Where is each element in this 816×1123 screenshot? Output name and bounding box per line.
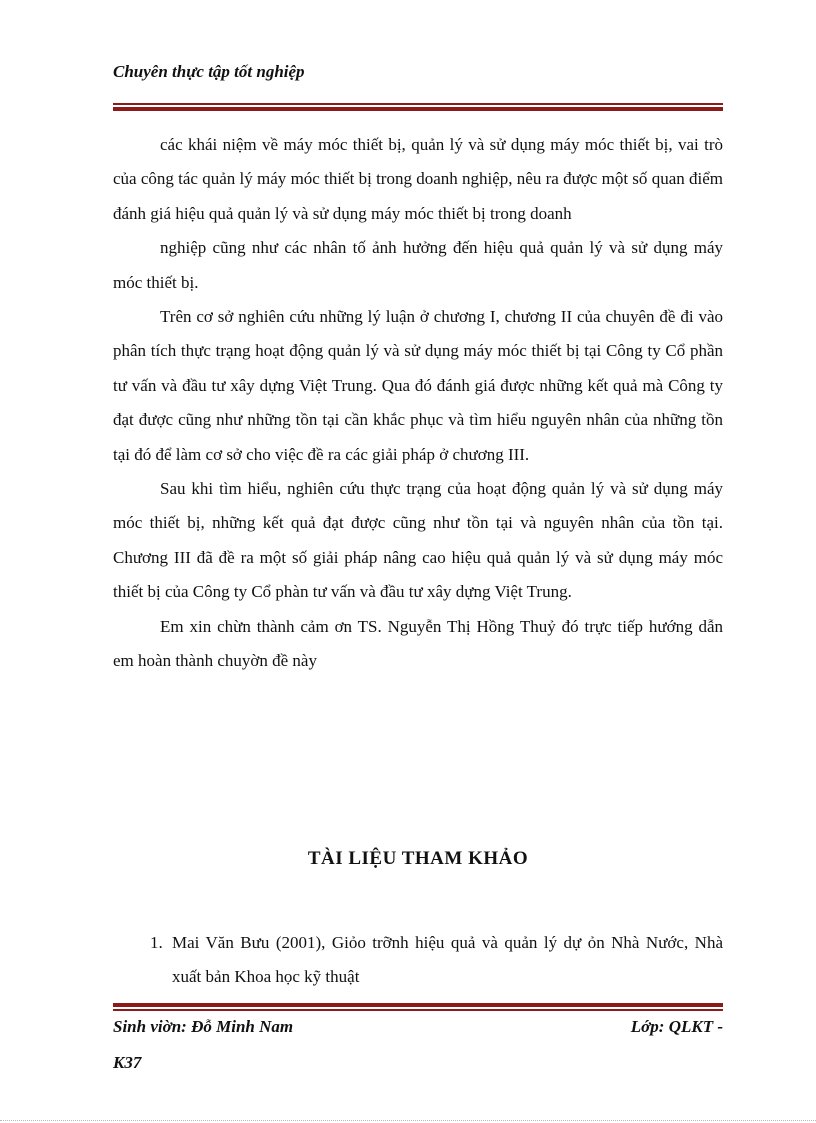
reference-text: Mai Văn Bưu (2001), Giỏo trỡnh hiệu quả và quản lý dự ỏn Nhà Nước, Nhà xuất bản Khoa học kỹ thuật: [172, 933, 723, 986]
references-heading: TÀI LIỆU THAM KHẢO: [307, 848, 529, 869]
paragraph-3: Trên cơ sở nghiên cứu những lý luận ở chương I, chương II của chuyên đề đi vào phân tích thực trạng hoạt động quản lý và sử dụng máy móc thiết bị tại Công ty Cổ phần tư vấn và đầu tư xây dựng Việt Trung. Qua đó đánh giá được những kết quả mà Công ty đạt được cũng như những tồn tại cần khắc phục và tìm hiểu nguyên nhân của những tồn tại đó để làm cơ sở cho việc đề ra các giải pháp ở chương III.: [113, 307, 723, 464]
paragraph-2: nghiệp cũng như các nhân tố ảnh hưởng đến hiệu quả quản lý và sử dụng máy móc thiết bị.: [113, 238, 723, 292]
body-text: [113, 128, 723, 679]
footer-rule-thin: [113, 1009, 723, 1011]
header-rule-thin: [113, 103, 723, 105]
paragraph-4: Sau khi tìm hiểu, nghiên cứu thực trạng của hoạt động quản lý và sử dụng máy móc thiết bị, những kết quả đạt được cũng như tồn tại và nguyên nhân của tồn tại. Chương III đã đề ra một số giải pháp nâng cao hiệu quả quản lý và sử dụng máy móc thiết bị của Công ty Cổ phàn tư vấn và đầu tư xây dựng Việt Trung.: [113, 479, 723, 602]
paragraph-1: các khái niệm về máy móc thiết bị, quản lý và sử dụng máy móc thiết bị, vai trò của công tác quản lý máy móc thiết bị trong doanh nghiệp, nêu ra được một số quan điểm đánh giá hiệu quả quản lý và sử dụng máy móc thiết bị trong doanh: [113, 135, 723, 223]
page-header-title: Chuyên thực tập tốt nghiệp: [113, 62, 305, 81]
reference-item: [150, 926, 723, 994]
paragraph-5: Em xin chừn thành cảm ơn TS. Nguyễn Thị Hồng Thuỷ đó trực tiếp hướng dẫn em hoàn thành chuyờn đề này: [113, 616, 723, 671]
footer-rule-thick: [113, 1003, 723, 1007]
footer-class-label: Lớp: QLKT -: [630, 1017, 723, 1036]
footer-student-name: Sinh viờn: Đỗ Minh Nam: [113, 1017, 294, 1036]
reference-number: 1.: [150, 933, 163, 952]
references-list: [150, 926, 723, 994]
page-bottom-border: [0, 1120, 816, 1122]
header-rule-thick: [113, 107, 723, 111]
footer-class-continuation: K37: [113, 1053, 142, 1072]
